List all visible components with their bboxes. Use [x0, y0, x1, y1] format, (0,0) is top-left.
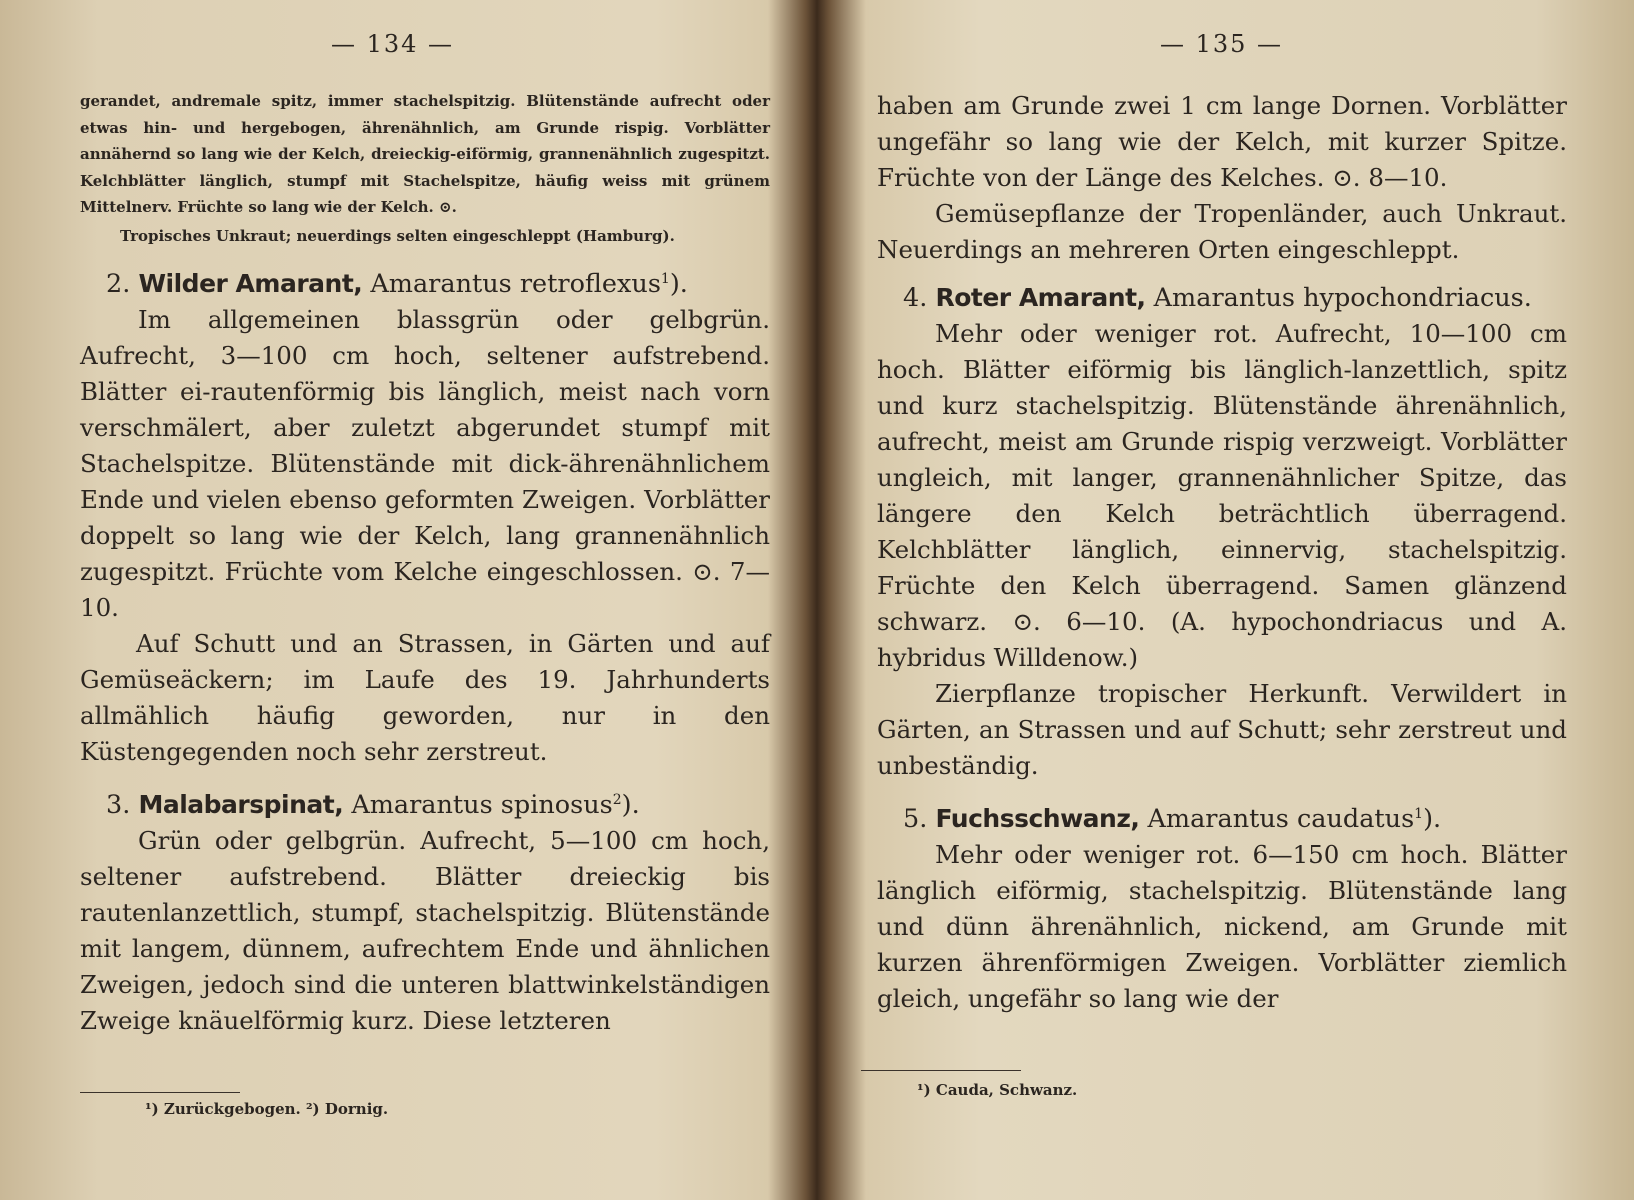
heading-closing: ).: [621, 790, 640, 820]
species-latin-name: Amarantus retroflexus: [370, 269, 661, 299]
heading-closing: ).: [669, 269, 688, 299]
page-body: [877, 88, 1567, 1017]
species-german-name: Wilder Amarant,: [138, 269, 363, 298]
species-latin-name: Amarantus spinosus: [351, 790, 613, 820]
footnote-rule: [80, 1092, 240, 1093]
species-heading: [80, 261, 770, 302]
species-heading: [877, 796, 1567, 837]
species-latin-name: Amarantus hypochondriacus.: [1153, 283, 1532, 313]
species-description: Mehr oder weniger rot. 6—150 cm hoch. Blätter länglich eiförmig, stachelspitzig. Blütenstände lang und dünn ährenähnlich, nickend, am Grunde mit kurzen ährenförmigen Zweigen. Vorblätter ziemlich gleich, ungefähr so lang wie der: [877, 840, 1567, 1013]
species-number: 5.: [903, 804, 928, 834]
species-description: Mehr oder weniger rot. Aufrecht, 10—100 cm hoch. Blätter eiförmig bis länglich-lanzettlich, spitz und kurz stachelspitzig. Blütenstände ährenähnlich, aufrecht, meist am Grunde rispig verzweigt. Vorblätter ungleich, mit langer, grannenähnlicher Spitze, das längere den Kelch beträchtlich überragend. Kelchblätter länglich, einnervig, stachelspitzig. Früchte den Kelch überragend. Samen glänzend schwarz. ⊙. 6—10. (A. hypochondriacus und A. hybridus Willdenow.): [877, 319, 1567, 672]
footnote-mark: 1: [1414, 806, 1424, 822]
species-latin-name: Amarantus caudatus: [1147, 804, 1415, 834]
species-habitat: Gemüsepflanze der Tropenländer, auch Unkraut. Neuerdings an mehreren Orten eingeschleppt.: [877, 199, 1567, 264]
species-number: 3.: [106, 790, 131, 820]
species-description: Im allgemeinen blassgrün oder gelbgrün. Aufrecht, 3—100 cm hoch, seltener aufstrebend. Blätter ei-rautenförmig bis länglich, meist nach vorn verschmälert, aber zuletzt abgerundet stumpf mit Stachelspitze. Blütenstände mit dick-ährenähnlichem Ende und vielen ebenso geformten Zweigen. Vorblätter doppelt so lang wie der Kelch, lang grannenähnlich zugespitzt. Früchte vom Kelche eingeschlossen. ⊙. 7—10.: [80, 305, 770, 622]
species-heading: [877, 280, 1567, 316]
species-number: 4.: [903, 283, 928, 313]
small-print-paragraph: gerandet, andremale spitz, immer stachelspitzig. Blütenstände aufrecht oder etwas hin- und hergebogen, ährenähnlich, am Grunde rispig. Vorblätter annähernd so lang wie der Kelch, dreieckig-eiförmig, grannenähnlich zugespitzt. Kelchblätter länglich, stumpf mit Stachelspitze, häufig weiss mit grünem Mittelnerv. Früchte so lang wie der Kelch. ⊙.: [80, 92, 770, 216]
footnote-mark: 1: [660, 271, 670, 287]
species-german-name: Roter Amarant,: [935, 283, 1146, 312]
species-habitat: Auf Schutt und an Strassen, in Gärten und auf Gemüseäckern; im Laufe des 19. Jahrhunderts allmählich häufig geworden, nur in den Küstengegenden noch sehr zerstreut.: [80, 629, 770, 766]
footnote-rule: [861, 1070, 1021, 1071]
species-habitat: Zierpflanze tropischer Herkunft. Verwildert in Gärten, an Strassen und auf Schutt; sehr zerstreut und unbeständig.: [877, 679, 1567, 780]
species-heading: [80, 782, 770, 823]
left-page: [0, 0, 805, 1200]
right-page: [829, 0, 1634, 1200]
species-number: 2.: [106, 269, 131, 299]
species-description: Grün oder gelbgrün. Aufrecht, 5—100 cm hoch, seltener aufstrebend. Blätter dreieckig bis rautenlanzettlich, stumpf, stachelspitzig. Blütenstände mit langem, dünnem, aufrechtem Ende und ähnlichen Zweigen, jedoch sind die unteren blattwinkelständigen Zweige knäuelförmig kurz. Diese letzteren: [80, 826, 770, 1035]
page-body: [80, 88, 770, 1039]
species-german-name: Fuchsschwanz,: [935, 804, 1140, 833]
footnote: ¹) Zurückgebogen. ²) Dornig.: [145, 1100, 389, 1118]
small-print-habitat: Tropisches Unkraut; neuerdings selten eingeschleppt (Hamburg).: [120, 226, 675, 245]
footnote: ¹) Cauda, Schwanz.: [917, 1081, 1078, 1099]
continuation-paragraph: haben am Grunde zwei 1 cm lange Dornen. Vorblätter ungefähr so lang wie der Kelch, mit kurzer Spitze. Früchte von der Länge des Kelches. ⊙. 8—10.: [877, 91, 1567, 192]
species-german-name: Malabarspinat,: [138, 790, 344, 819]
footnote-mark: 2: [612, 792, 622, 808]
heading-closing: ).: [1423, 804, 1442, 834]
page-number: — 135 —: [1159, 30, 1284, 58]
page-number: — 134 —: [330, 30, 455, 58]
